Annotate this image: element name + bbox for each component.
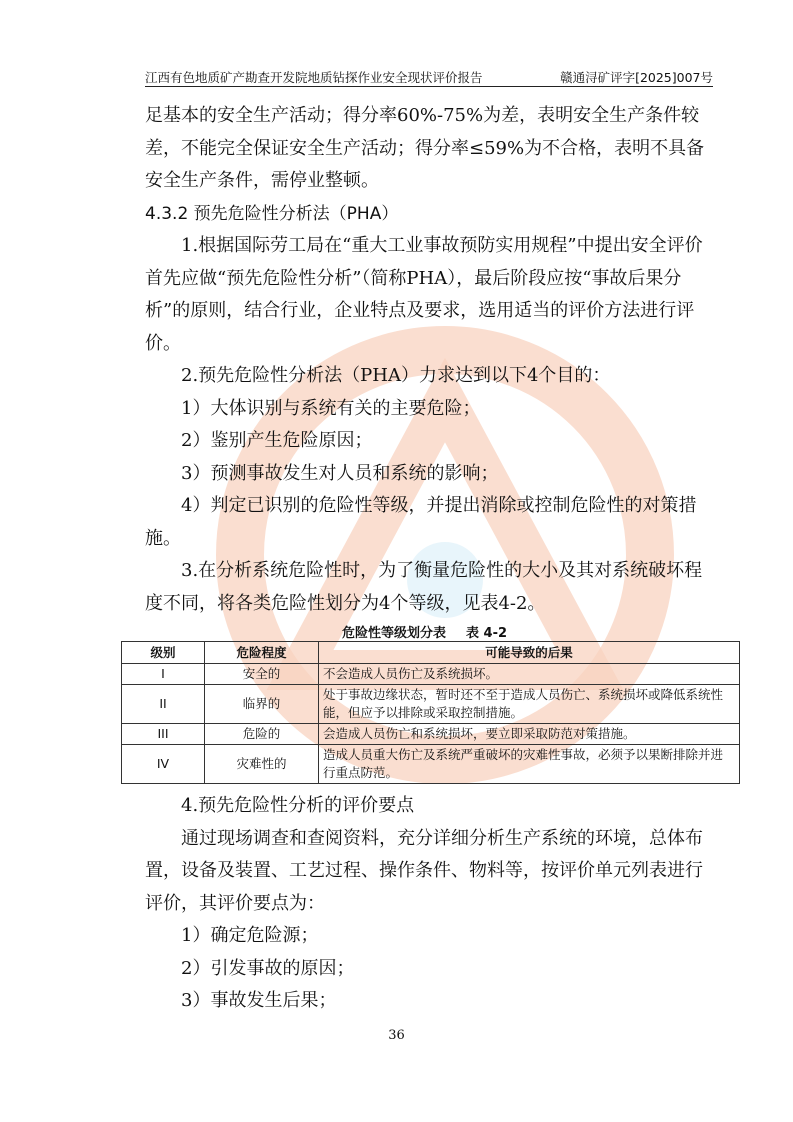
header-result: 可能导致的后果 xyxy=(319,642,740,664)
cell-result: 不会造成人员伤亡及系统损坏。 xyxy=(319,664,740,685)
table-row xyxy=(122,664,740,685)
table-row xyxy=(122,685,740,724)
page-header xyxy=(145,66,713,87)
table-row xyxy=(122,724,740,745)
list-item: 1）大体识别与系统有关的主要危险； xyxy=(181,397,481,419)
cell-degree: 安全的 xyxy=(205,664,319,685)
cell-level: II xyxy=(122,685,205,724)
cell-level: I xyxy=(122,664,205,685)
table-caption-title: 危险性等级划分表 xyxy=(342,626,447,641)
cell-result: 处于事故边缘状态，暂时还不至于造成人员伤亡、系统损坏或降低系统性能，但应予以排除或采取控制措施。 xyxy=(319,685,740,724)
list-item: 1）确定危险源； xyxy=(181,925,319,946)
list-item: 2）引发事故的原因； xyxy=(181,957,355,979)
cell-degree: 危险的 xyxy=(205,724,319,745)
header-level: 级别 xyxy=(122,642,205,664)
header-report-number: 赣通浔矿评字[2025]007号 xyxy=(560,70,713,85)
paragraph-continued: 足基本的安全生产活动；得分率60%-75%为差，表明安全生产条件较差，不能完全保证安全生产活动；得分率≤59%为不合格，表明不具备安全生产条件，需停业整顿。 xyxy=(145,105,705,191)
header-report-title: 江西有色地质矿产勘查开发院地质钻探作业安全现状评价报告 xyxy=(145,70,483,85)
list-item: 3）事故发生后果； xyxy=(181,990,337,1011)
cell-result: 会造成人员伤亡和系统损坏，要立即采取防范对策措施。 xyxy=(319,724,740,745)
table-row xyxy=(122,745,740,784)
list-item: 4）判定已识别的危险性等级，并提出消除或控制危险性的对策措施。 xyxy=(145,495,697,549)
section-heading: 4.3.2 预先危险性分析法（PHA） xyxy=(145,203,399,224)
paragraph-1: 1.根据国际劳工局在“重大工业事故预防实用规程”中提出安全评价首先应做“预先危险性分析”（简称PHA），最后阶段应按“事故后果分析”的原则，结合行业，企业特点及要求，选用适当的评价方法进行评价。 xyxy=(145,235,703,354)
table-header-row xyxy=(122,642,740,664)
paragraph-2: 2.预先危险性分析法（PHA）力求达到以下4个目的： xyxy=(181,365,611,386)
cell-level: III xyxy=(122,724,205,745)
evaluation-points-section xyxy=(145,790,713,1018)
paragraph-4: 4.预先危险性分析的评价要点 xyxy=(181,795,415,816)
list-item: 3）预测事故发生对人员和系统的影响； xyxy=(181,462,499,484)
cell-degree: 灾难性的 xyxy=(205,745,319,784)
cell-result: 造成人员重大伤亡及系统严重破坏的灾难性事故，必须予以果断排除并进行重点防范。 xyxy=(319,745,740,784)
header-degree: 危险程度 xyxy=(205,642,319,664)
paragraph-5: 通过现场调查和查阅资料，充分详细分析生产系统的环境，总体布置，设备及装置、工艺过程、操作条件、物料等，按评价单元列表进行评价，其评价要点为： xyxy=(145,827,703,914)
cell-degree: 临界的 xyxy=(205,685,319,724)
paragraph-3: 3.在分析系统危险性时，为了衡量危险性的大小及其对系统破坏程度不同，将各类危险性划分为4个等级，见表4-2。 xyxy=(145,560,703,614)
list-item: 2）鉴别产生危险原因； xyxy=(181,430,373,451)
risk-level-table xyxy=(121,641,740,784)
main-content xyxy=(145,100,713,620)
cell-level: IV xyxy=(122,745,205,784)
table-caption-number: 表 4-2 xyxy=(466,626,508,641)
table-caption xyxy=(342,622,507,641)
page-number: 36 xyxy=(388,1028,405,1043)
